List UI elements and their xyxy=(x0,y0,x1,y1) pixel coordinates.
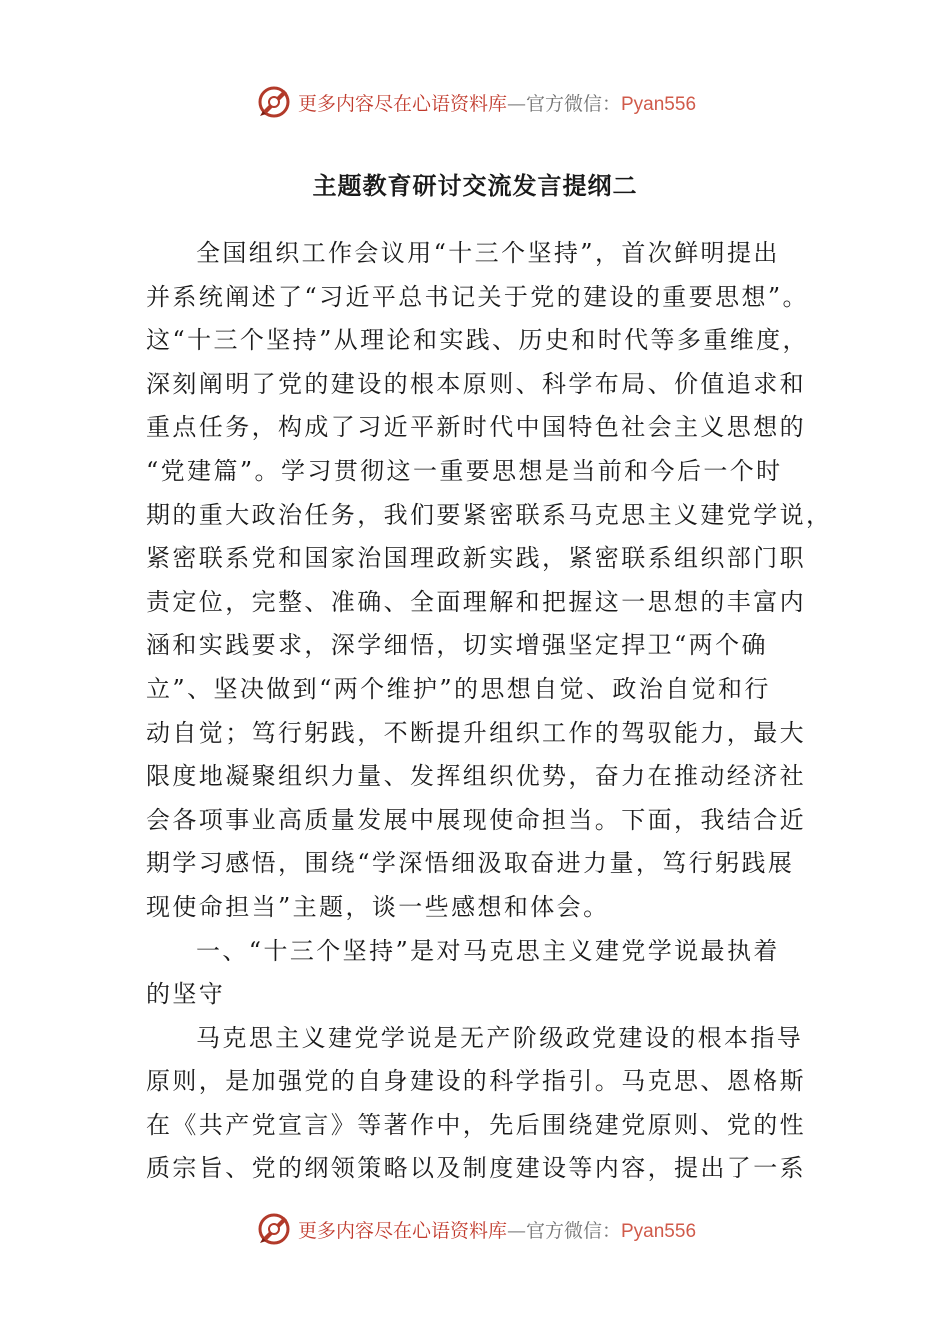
text-line: 重点任务，构成了习近平新时代中国特色社会主义思想的 xyxy=(146,413,806,442)
text-line: 这“十三个坚持”从理论和实践、历史和时代等多重维度， xyxy=(146,326,809,355)
watermark-wechat-id: Pyan556 xyxy=(621,1220,697,1242)
text-line: “党建篇”。学习贯彻这一重要思想是当前和今后一个时 xyxy=(146,456,783,485)
text-line: 深刻阐明了党的建设的根本原则、科学布局、价值追求和 xyxy=(146,369,806,398)
text-line: 期学习感悟，围绕“学深悟细汲取奋进力量，笃行躬践展 xyxy=(146,849,795,878)
heading-line: 一、“十三个坚持”是对马克思主义建党学说最执着 xyxy=(196,936,780,965)
pen-logo-icon xyxy=(254,1209,294,1249)
text-line: 动自觉；笃行躬践，不断提升组织工作的驾驭能力，最大 xyxy=(146,718,806,747)
watermark-separator: — xyxy=(506,1219,526,1242)
text-line: 现使命担当”主题，谈一些感想和体会。 xyxy=(146,892,610,921)
text-line: 会各项事业高质量发展中展现使命担当。下面，我结合近 xyxy=(146,805,806,834)
text-line: 在《共产党宣言》等著作中，先后围绕建党原则、党的性 xyxy=(146,1110,806,1139)
watermark-wechat-label: 官方微信： xyxy=(525,92,621,115)
text-line: 并系统阐述了“习近平总书记关于党的建设的重要思想”。 xyxy=(146,282,809,311)
watermark-wechat-id: Pyan556 xyxy=(621,93,697,115)
watermark-main: 更多内容尽在心语资料库 xyxy=(297,1219,507,1242)
paragraph-section-1 xyxy=(146,1017,806,1191)
text-line: 原则，是加强党的自身建设的科学指引。马克思、恩格斯 xyxy=(146,1067,806,1096)
text-line: 限度地凝聚组织力量、发挥组织优势，奋力在推动经济社 xyxy=(146,762,806,791)
header-watermark-banner xyxy=(0,80,950,124)
watermark-text xyxy=(298,89,696,116)
text-line: 质宗旨、党的纲领策略以及制度建设等内容，提出了一系 xyxy=(146,1154,806,1183)
text-line: 涵和实践要求，深学细悟，切实增强坚定捍卫“两个确 xyxy=(146,631,768,660)
watermark-main: 更多内容尽在心语资料库 xyxy=(297,92,507,115)
footer-watermark-banner xyxy=(0,1207,950,1251)
text-line: 全国组织工作会议用“十三个坚持”，首次鲜明提出 xyxy=(196,239,780,267)
text-line: 紧密联系党和国家治国理政新实践，紧密联系组织部门职 xyxy=(146,544,806,573)
paragraph-intro xyxy=(146,232,833,930)
text-line: 马克思主义建党学说是无产阶级政党建设的根本指导 xyxy=(196,1023,804,1052)
text-line: 立”、坚决做到“两个维护”的思想自觉、政治自觉和行 xyxy=(146,674,771,703)
watermark-wechat-label: 官方微信： xyxy=(525,1219,621,1242)
document-body xyxy=(146,232,833,1191)
text-line: 责定位，完整、准确、全面理解和把握这一思想的丰富内 xyxy=(146,587,806,616)
text-line: 期的重大政治任务，我们要紧密联系马克思主义建党学说， xyxy=(146,500,833,529)
section-heading-1 xyxy=(146,930,792,1017)
heading-line: 的坚守 xyxy=(146,980,226,1009)
watermark-separator: — xyxy=(506,92,526,115)
pen-logo-icon xyxy=(254,82,294,122)
document-title: 主题教育研讨交流发言提纲二 xyxy=(312,172,638,200)
watermark-text xyxy=(298,1216,696,1243)
